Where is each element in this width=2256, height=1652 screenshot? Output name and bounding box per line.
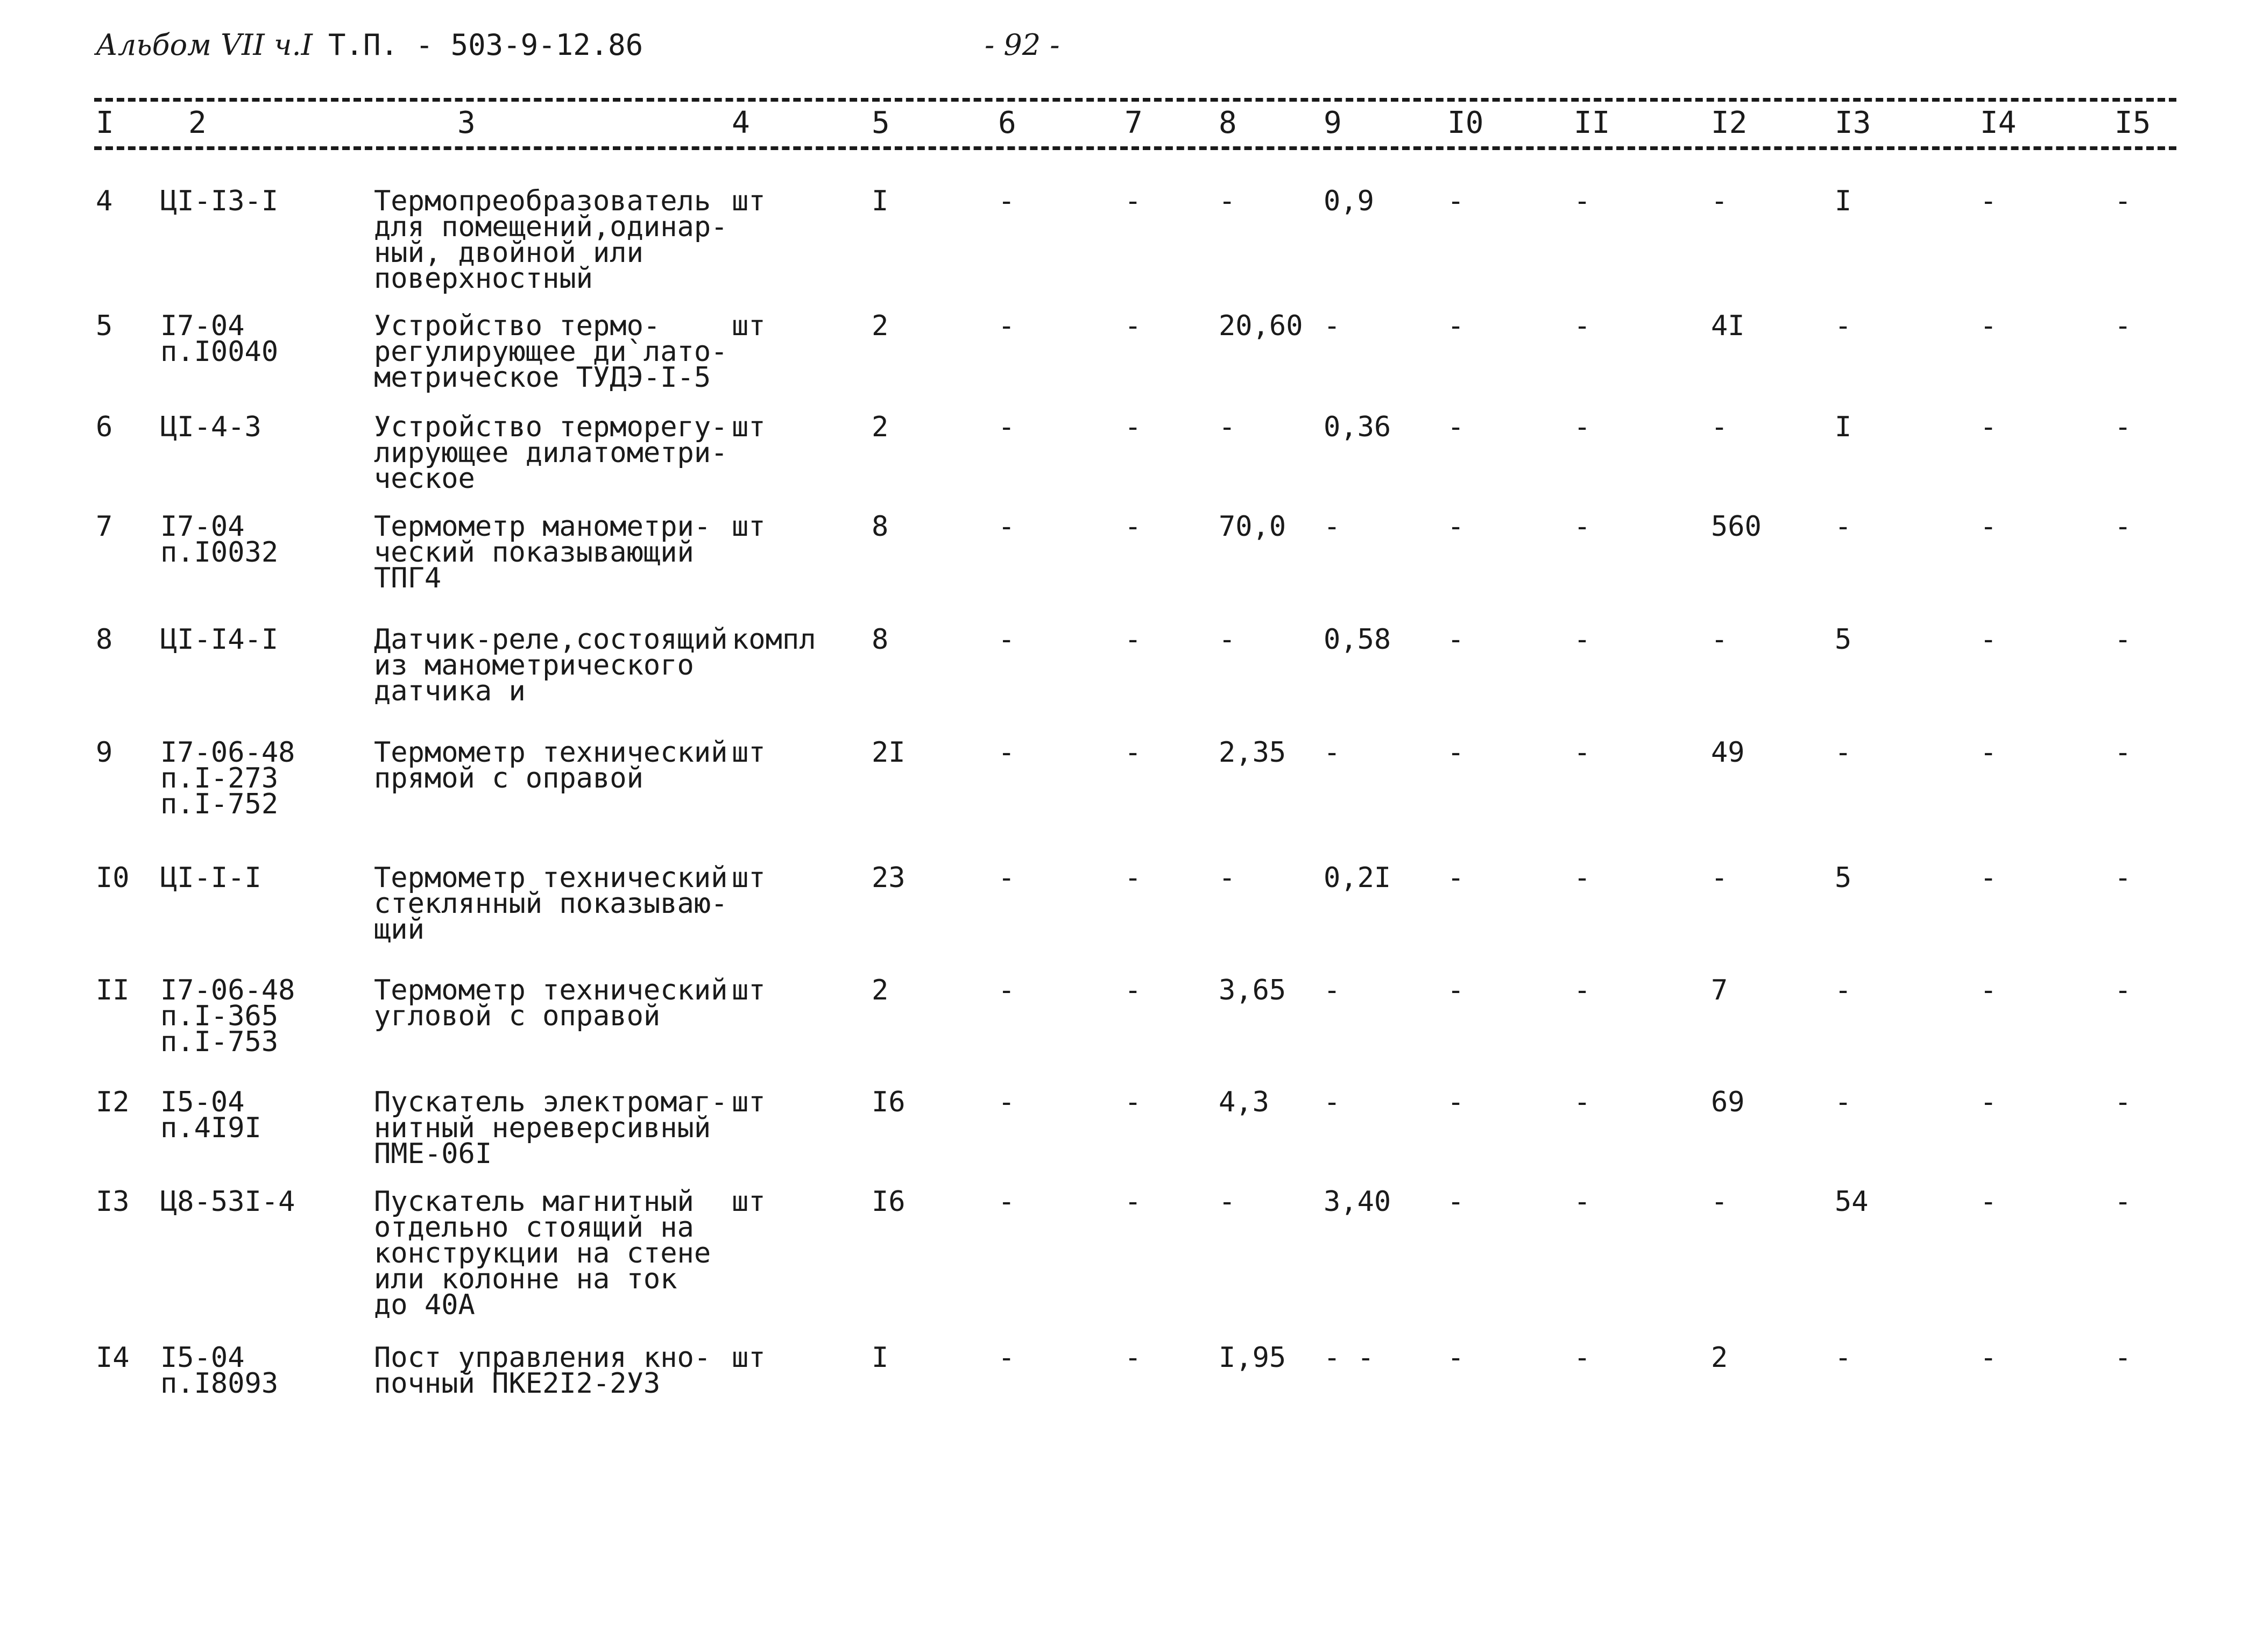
col14-cell: -: [1980, 411, 1997, 443]
unit-cell: шт: [732, 411, 766, 443]
col8-cell: -: [1219, 411, 1236, 443]
col9-cell: -: [1324, 511, 1341, 543]
col8-cell: -: [1219, 862, 1236, 894]
column-number: II: [1574, 105, 1610, 140]
col7-cell: -: [1125, 411, 1142, 443]
col15-cell: -: [2114, 623, 2132, 656]
row-number-cell: 5: [96, 310, 113, 342]
col12-cell: 560: [1711, 511, 1762, 543]
col8-cell: 20,60: [1219, 310, 1303, 342]
col10-cell: -: [1447, 736, 1465, 769]
col10-cell: -: [1447, 1342, 1465, 1374]
col11-cell: -: [1574, 185, 1591, 217]
header-rule-top: [94, 98, 2176, 102]
col7-cell: -: [1125, 511, 1142, 543]
col14-cell: -: [1980, 736, 1997, 769]
code-cell: I7-06-48 п.I-273 п.I-752: [160, 736, 295, 820]
name-cell: Пост управления кно- почный ПКЕ2I2-2У3: [374, 1342, 711, 1400]
column-number: 6: [998, 105, 1016, 140]
col15-cell: -: [2114, 411, 2132, 443]
project-code: Т.П. - 503-9-12.86: [328, 28, 643, 62]
col13-cell: 5: [1835, 862, 1852, 894]
col15-cell: -: [2114, 736, 2132, 769]
col14-cell: -: [1980, 862, 1997, 894]
col15-cell: -: [2114, 862, 2132, 894]
col7-cell: -: [1125, 1342, 1142, 1374]
code-cell: I7-06-48 п.I-365 п.I-753: [160, 974, 295, 1058]
code-cell: Ц8-53I-4: [160, 1186, 295, 1218]
col10-cell: -: [1447, 185, 1465, 217]
col12-cell: 7: [1711, 974, 1728, 1006]
col7-cell: -: [1125, 736, 1142, 769]
name-cell: Термопреобразователь для помещений,одинар- ный, двойной или поверхностный: [374, 185, 728, 295]
col6-cell: -: [998, 623, 1015, 656]
column-number: 5: [872, 105, 890, 140]
column-number: I: [96, 105, 114, 140]
col12-cell: -: [1711, 862, 1728, 894]
name-cell: Устройство терморегу- лирующее дилатометри- ческое: [374, 411, 728, 495]
col10-cell: -: [1447, 1086, 1465, 1118]
col7-cell: -: [1125, 185, 1142, 217]
row-number-cell: 7: [96, 511, 113, 543]
col13-cell: 5: [1835, 623, 1852, 656]
row-number-cell: 4: [96, 185, 113, 217]
col15-cell: -: [2114, 310, 2132, 342]
col11-cell: -: [1574, 1086, 1591, 1118]
name-cell: Датчик-реле,состоящий из манометрического датчика и: [374, 623, 728, 707]
column-number: 7: [1125, 105, 1143, 140]
name-cell: Устройство термо- регулирующее ди`лато- метрическое ТУДЭ-I-5: [374, 310, 728, 394]
col9-cell: - -: [1324, 1342, 1374, 1374]
col12-cell: -: [1711, 185, 1728, 217]
row-number-cell: I0: [96, 862, 130, 894]
col12-cell: 49: [1711, 736, 1745, 769]
col10-cell: -: [1447, 974, 1465, 1006]
col7-cell: -: [1125, 623, 1142, 656]
col8-cell: -: [1219, 623, 1236, 656]
col13-cell: -: [1835, 310, 1852, 342]
unit-cell: шт: [732, 511, 766, 543]
row-number-cell: II: [96, 974, 130, 1006]
page-number: - 92 -: [985, 28, 1060, 62]
col15-cell: -: [2114, 1086, 2132, 1118]
col8-cell: I,95: [1219, 1342, 1286, 1374]
col13-cell: I: [1835, 411, 1852, 443]
col9-cell: 0,2I: [1324, 862, 1391, 894]
col8-cell: 2,35: [1219, 736, 1286, 769]
col9-cell: -: [1324, 310, 1341, 342]
code-cell: ЦI-4-3: [160, 411, 261, 443]
album-label: Альбом VII ч.I: [96, 28, 313, 62]
column-number: I5: [2114, 105, 2151, 140]
code-cell: I5-04 п.4I9I: [160, 1086, 261, 1144]
col14-cell: -: [1980, 623, 1997, 656]
qty-cell: 8: [872, 511, 889, 543]
name-cell: Термометр манометри- ческий показывающий ТПГ4: [374, 511, 711, 594]
unit-cell: шт: [732, 1342, 766, 1374]
col6-cell: -: [998, 411, 1015, 443]
col13-cell: I: [1835, 185, 1852, 217]
col6-cell: -: [998, 310, 1015, 342]
row-number-cell: I3: [96, 1186, 130, 1218]
qty-cell: I6: [872, 1086, 906, 1118]
row-number-cell: I2: [96, 1086, 130, 1118]
qty-cell: 2: [872, 310, 889, 342]
col10-cell: -: [1447, 411, 1465, 443]
col11-cell: -: [1574, 411, 1591, 443]
col7-cell: -: [1125, 1186, 1142, 1218]
unit-cell: шт: [732, 1186, 766, 1218]
col14-cell: -: [1980, 185, 1997, 217]
qty-cell: 8: [872, 623, 889, 656]
col8-cell: 4,3: [1219, 1086, 1269, 1118]
unit-cell: шт: [732, 862, 766, 894]
col12-cell: -: [1711, 411, 1728, 443]
col15-cell: -: [2114, 511, 2132, 543]
col12-cell: 69: [1711, 1086, 1745, 1118]
column-number: I4: [1980, 105, 2017, 140]
qty-cell: I: [872, 185, 889, 217]
col14-cell: -: [1980, 1086, 1997, 1118]
column-number: 2: [188, 105, 207, 140]
col10-cell: -: [1447, 1186, 1465, 1218]
code-cell: I7-04 п.I0040: [160, 310, 279, 368]
unit-cell: компл: [732, 623, 816, 656]
code-cell: ЦI-I3-I: [160, 185, 279, 217]
col14-cell: -: [1980, 974, 1997, 1006]
col11-cell: -: [1574, 1342, 1591, 1374]
col13-cell: -: [1835, 1342, 1852, 1374]
qty-cell: 23: [872, 862, 906, 894]
col8-cell: -: [1219, 1186, 1236, 1218]
col13-cell: -: [1835, 1086, 1852, 1118]
column-number: I2: [1711, 105, 1748, 140]
col13-cell: -: [1835, 974, 1852, 1006]
qty-cell: I6: [872, 1186, 906, 1218]
col7-cell: -: [1125, 1086, 1142, 1118]
col12-cell: 4I: [1711, 310, 1745, 342]
col6-cell: -: [998, 1186, 1015, 1218]
col14-cell: -: [1980, 1342, 1997, 1374]
column-number: 9: [1324, 105, 1342, 140]
col9-cell: 3,40: [1324, 1186, 1391, 1218]
qty-cell: 2: [872, 974, 889, 1006]
col15-cell: -: [2114, 974, 2132, 1006]
name-cell: Пускатель электромаг- нитный нереверсивный ПМЕ-06I: [374, 1086, 728, 1170]
col9-cell: -: [1324, 974, 1341, 1006]
col15-cell: -: [2114, 1186, 2132, 1218]
col9-cell: 0,58: [1324, 623, 1391, 656]
col6-cell: -: [998, 974, 1015, 1006]
col11-cell: -: [1574, 1186, 1591, 1218]
col12-cell: 2: [1711, 1342, 1728, 1374]
unit-cell: шт: [732, 185, 766, 217]
column-number: 3: [457, 105, 476, 140]
unit-cell: шт: [732, 974, 766, 1006]
column-number: 8: [1219, 105, 1237, 140]
qty-cell: 2I: [872, 736, 906, 769]
row-number-cell: 6: [96, 411, 113, 443]
code-cell: I7-04 п.I0032: [160, 511, 279, 569]
row-number-cell: 8: [96, 623, 113, 656]
row-number-cell: I4: [96, 1342, 130, 1374]
col10-cell: -: [1447, 310, 1465, 342]
col8-cell: 70,0: [1219, 511, 1286, 543]
col15-cell: -: [2114, 1342, 2132, 1374]
col7-cell: -: [1125, 974, 1142, 1006]
col13-cell: -: [1835, 736, 1852, 769]
col6-cell: -: [998, 1086, 1015, 1118]
col11-cell: -: [1574, 511, 1591, 543]
name-cell: Термометр технический стеклянный показываю- щий: [374, 862, 728, 946]
col7-cell: -: [1125, 310, 1142, 342]
column-number: I3: [1835, 105, 1871, 140]
col10-cell: -: [1447, 623, 1465, 656]
col12-cell: -: [1711, 1186, 1728, 1218]
col11-cell: -: [1574, 736, 1591, 769]
col11-cell: -: [1574, 310, 1591, 342]
column-number: I0: [1447, 105, 1484, 140]
col6-cell: -: [998, 862, 1015, 894]
col9-cell: -: [1324, 1086, 1341, 1118]
column-number: 4: [732, 105, 750, 140]
code-cell: ЦI-I4-I: [160, 623, 279, 656]
col7-cell: -: [1125, 862, 1142, 894]
col13-cell: -: [1835, 511, 1852, 543]
unit-cell: шт: [732, 1086, 766, 1118]
code-cell: ЦI-I-I: [160, 862, 261, 894]
col8-cell: 3,65: [1219, 974, 1286, 1006]
unit-cell: шт: [732, 310, 766, 342]
col9-cell: -: [1324, 736, 1341, 769]
qty-cell: I: [872, 1342, 889, 1374]
col9-cell: 0,9: [1324, 185, 1374, 217]
col13-cell: 54: [1835, 1186, 1869, 1218]
col9-cell: 0,36: [1324, 411, 1391, 443]
col8-cell: -: [1219, 185, 1236, 217]
row-number-cell: 9: [96, 736, 113, 769]
header-rule-bottom: [94, 146, 2176, 150]
col15-cell: -: [2114, 185, 2132, 217]
col11-cell: -: [1574, 862, 1591, 894]
unit-cell: шт: [732, 736, 766, 769]
code-cell: I5-04 п.I8093: [160, 1342, 279, 1400]
name-cell: Термометр технический прямой с оправой: [374, 736, 728, 795]
col11-cell: -: [1574, 974, 1591, 1006]
col6-cell: -: [998, 185, 1015, 217]
name-cell: Термометр технический угловой с оправой: [374, 974, 728, 1032]
col10-cell: -: [1447, 862, 1465, 894]
col14-cell: -: [1980, 511, 1997, 543]
col14-cell: -: [1980, 310, 1997, 342]
col6-cell: -: [998, 511, 1015, 543]
col6-cell: -: [998, 1342, 1015, 1374]
qty-cell: 2: [872, 411, 889, 443]
col12-cell: -: [1711, 623, 1728, 656]
col11-cell: -: [1574, 623, 1591, 656]
col10-cell: -: [1447, 511, 1465, 543]
col6-cell: -: [998, 736, 1015, 769]
name-cell: Пускатель магнитный отдельно стоящий на конструкции на стене или колонне на ток до 40А: [374, 1186, 711, 1321]
col14-cell: -: [1980, 1186, 1997, 1218]
